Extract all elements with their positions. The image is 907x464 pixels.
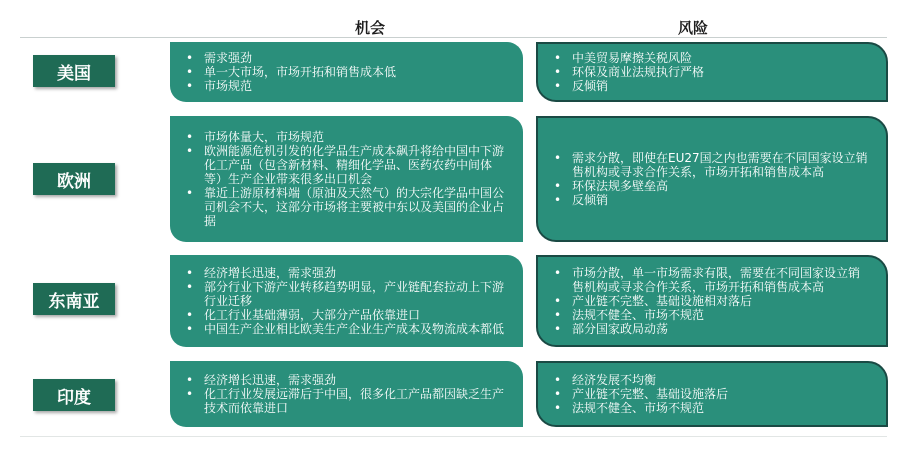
risk-item: • 市场分散，单一市场需求有限，需要在不同国家设立销售机构或寻求合作关系，市场开拓和销售成本高: [552, 266, 868, 294]
risk-item: • 经济发展不均衡: [552, 373, 868, 387]
opportunity-item: • 中国生产企业相比欧美生产企业生产成本及物流成本都低: [184, 322, 505, 336]
opportunity-item: • 靠近上游原材料端（原油及天然气）的大宗化学品中国公司机会不大，这部分市场将主要被中东以及美国的企业占据: [184, 186, 505, 228]
risk-card-usa: [536, 42, 888, 102]
opportunity-item: • 市场体量大，市场规范: [184, 130, 505, 144]
opportunity-column-header: 机会: [355, 19, 386, 37]
opportunity-item: • 经济增长迅速，需求强劲: [184, 373, 505, 387]
opportunity-card-usa: [170, 42, 523, 102]
risk-card-europe: [536, 116, 888, 242]
opportunity-item: • 化工行业发展远滞后于中国，很多化工产品都因缺乏生产技术而依靠进口: [184, 387, 505, 415]
risk-item: • 产业链不完整、基础设施相对落后: [552, 294, 868, 308]
risk-item: • 部分国家政局动荡: [552, 322, 868, 336]
risk-item: • 中美贸易摩擦关税风险: [552, 51, 868, 65]
risk-item: • 需求分散，即使在EU27国之内也需要在不同国家设立销售机构或寻求合作关系，市场开拓和销售成本高: [552, 151, 868, 179]
risk-item: • 环保法规多壁垒高: [552, 179, 868, 193]
region-label-usa: 美国: [33, 55, 115, 87]
opportunity-item: • 市场规范: [184, 79, 505, 93]
region-label-europe: 欧洲: [33, 163, 115, 195]
risk-card-southeast-asia: [536, 255, 888, 347]
risk-card-india: [536, 361, 888, 427]
opportunity-item: • 经济增长迅速，需求强劲: [184, 266, 505, 280]
opportunity-card-southeast-asia: [170, 255, 523, 347]
risk-item: • 环保及商业法规执行严格: [552, 65, 868, 79]
region-label-southeast-asia: 东南亚: [33, 283, 115, 315]
opportunity-card-india: [170, 361, 523, 427]
risk-item: • 产业链不完整、基础设施落后: [552, 387, 868, 401]
opportunity-item: • 单一大市场，市场开拓和销售成本低: [184, 65, 505, 79]
header-divider: [20, 37, 887, 38]
bottom-divider: [20, 436, 887, 437]
risk-item: • 反倾销: [552, 79, 868, 93]
risk-item: • 法规不健全、市场不规范: [552, 401, 868, 415]
opportunity-item: • 需求强劲: [184, 51, 505, 65]
risk-item: • 反倾销: [552, 193, 868, 207]
opportunity-item: • 化工行业基础薄弱，大部分产品依靠进口: [184, 308, 505, 322]
opportunity-card-europe: [170, 116, 523, 242]
risk-item: • 法规不健全、市场不规范: [552, 308, 868, 322]
opportunity-item: • 欧洲能源危机引发的化学品生产成本飙升将给中国中下游化工产品（包含新材料、精细化学品、医药农药中间体等）生产企业带来很多出口机会: [184, 144, 505, 186]
opportunity-item: • 部分行业下游产业转移趋势明显，产业链配套拉动上下游行业迁移: [184, 280, 505, 308]
region-label-india: 印度: [33, 379, 115, 411]
risk-column-header: 风险: [678, 19, 709, 37]
